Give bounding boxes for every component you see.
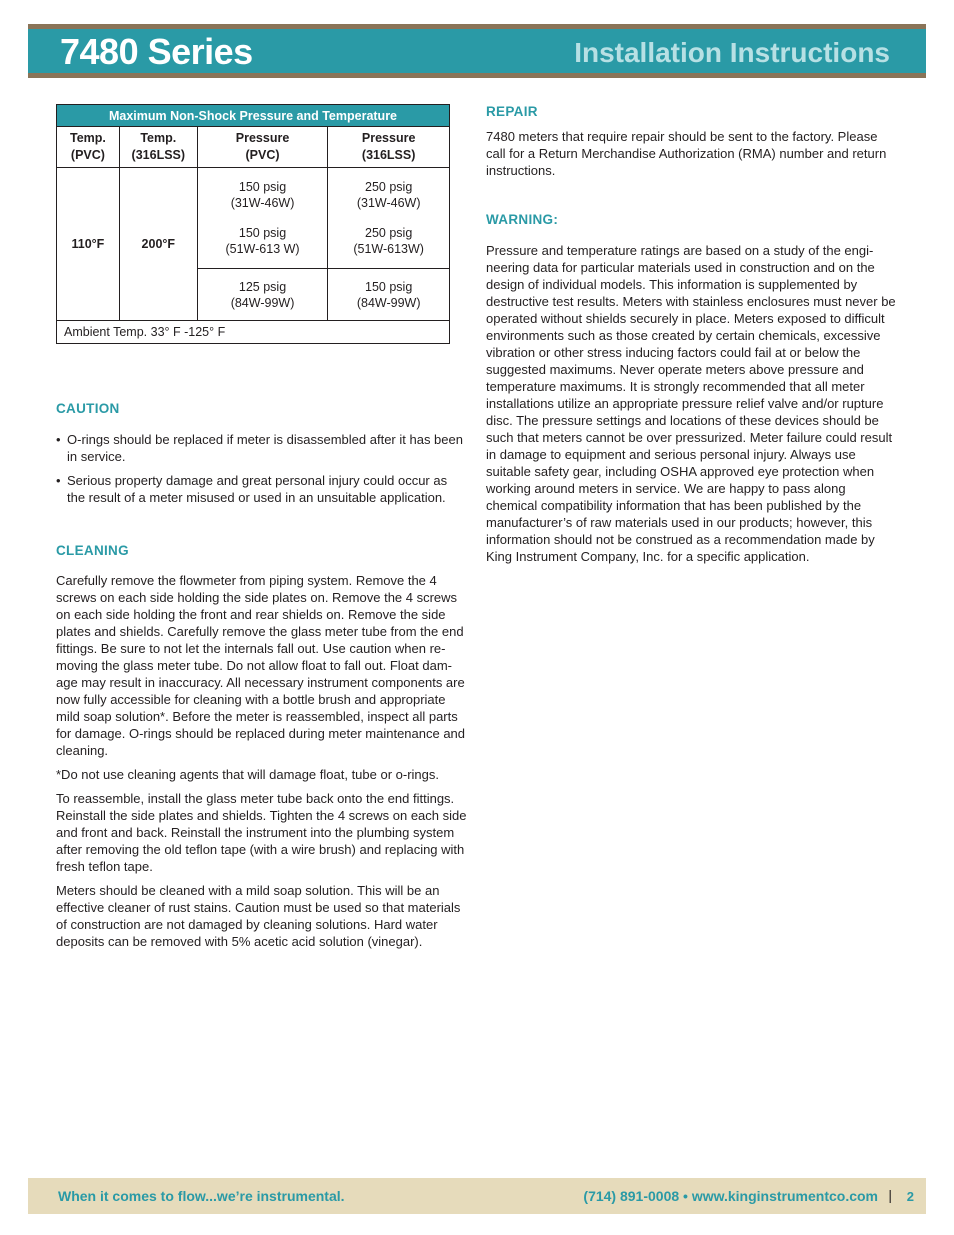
list-item: • Serious property damage and great personal injury could occur as the result of a meter misused or used in an unsuitable application. bbox=[56, 472, 468, 506]
column-header-pressure-316lss: Pressure (316LSS) bbox=[328, 127, 450, 168]
warning-heading: WARNING: bbox=[486, 212, 559, 227]
series-title: 7480 Series bbox=[60, 31, 253, 72]
caution-list bbox=[56, 431, 468, 506]
cleaning-heading: CLEANING bbox=[56, 543, 129, 558]
footer-contact-link[interactable]: (714) 891-0008 • www.kinginstrumentco.com bbox=[583, 1188, 878, 1204]
soap-cleaning-paragraph: Meters should be cleaned with a mild soap solution. This will be an effective cleaner of rust stains. Caution must be used so that materials of construction are not damaged by cleaning solutions. Hard water deposits can be removed with 5% acetic acid solution (vinegar). bbox=[56, 883, 461, 949]
column-header-temp-pvc: Temp. (PVC) bbox=[57, 127, 120, 168]
right-column bbox=[486, 104, 898, 565]
document-title: Installation Instructions bbox=[574, 37, 890, 68]
table-cell-pressure-pvc: 125 psig (84W-99W) bbox=[197, 269, 328, 321]
table-caption: Maximum Non-Shock Pressure and Temperature bbox=[57, 105, 450, 127]
warning-paragraph: Pressure and temperature ratings are based on a study of the engi-neering data for particular materials used in construction and on the design of individual models. This information is supplemented by destructive test results. Meters with stainless enclosures must never be operated without shields securely in place. Meters exposed to difficult environments such as those created by certain chemicals, excessive vibration or other stress inducing factors could fail at or below the suggested maximums. Never operate meters above pressure and temperature maximums. It is strongly recommended that all meter installations utilize an appropriate pressure relief valve and/or rupture disc. The pressure settings and locations of these devices should be such that meters cannot be over pressurized. Meter failure could result in damage to equipment and serious personal injury. Always use suitable safety gear, including OSHA approved eye protection when working around meters in service. We are happy to pass along chemical compatibility information that has been published by the manufacturer’s of raw materials used in our products; however, this information should not be construed as a recommendation made by King Instrument Company, Inc. for a specific application. bbox=[486, 243, 896, 564]
page-header bbox=[28, 29, 926, 73]
footer-tagline: When it comes to flow...we’re instrumental. bbox=[58, 1188, 345, 1204]
footer-separator: | bbox=[888, 1187, 892, 1203]
repair-paragraph: 7480 meters that require repair should be sent to the factory. Please call for a Return Merchandise Authorization (RMA) number and return instructions. bbox=[486, 129, 887, 178]
list-item: • O-rings should be replaced if meter is disassembled after it has been in service. bbox=[56, 431, 468, 465]
column-header-temp-316lss: Temp. (316LSS) bbox=[119, 127, 197, 168]
page-number: 2 bbox=[906, 1189, 914, 1204]
repair-heading: REPAIR bbox=[486, 104, 538, 119]
caution-heading: CAUTION bbox=[56, 401, 120, 416]
reassembly-paragraph: To reassemble, install the glass meter tube back onto the end fittings. Reinstall the side plates and shields. Tighten the 4 screws on each side and front and back. Reinstall the instrument into the plumbing system after removing the old teflon tape (with a wire brush) and replacing with fresh teflon tape. bbox=[56, 791, 467, 874]
column-header-pressure-pvc: Pressure (PVC) bbox=[197, 127, 328, 168]
table-cell-pressure-316lss: 150 psig (84W-99W) bbox=[328, 269, 450, 321]
header-bottom-rule bbox=[28, 73, 926, 78]
pressure-temperature-table bbox=[56, 104, 450, 344]
left-column bbox=[56, 104, 468, 950]
temp-pvc-value: 110°F bbox=[57, 168, 120, 321]
temp-316lss-value: 200°F bbox=[119, 168, 197, 321]
cleaning-paragraph: Carefully remove the flowmeter from piping system. Remove the 4 screws on each side holding the side plates on. Remove the 4 screws on each side holding the front and rear shields on. Remove the side plates and shields. Carefully remove the glass meter tube from the end fittings. Be sure to not let the internals fall out. Use caution when re-moving the glass meter tube. Do not allow float to fall out. Float dam-age may result in inaccuracy. All necessary instrument components are now fully accessible for cleaning with a bottle brush and appropriate mild soap solution*. Before the meter is reassembled, inspect all parts for damage. O-rings should be replaced during meter maintenance and cleaning. bbox=[56, 573, 466, 758]
page-footer bbox=[28, 1178, 926, 1214]
table-cell-pressure-316lss: 250 psig (31W-46W) 250 psig (51W-613W) bbox=[328, 168, 450, 269]
cleaning-note: *Do not use cleaning agents that will damage float, tube or o-rings. bbox=[56, 767, 440, 782]
table-cell-pressure-pvc: 150 psig (31W-46W) 150 psig (51W-613 W) bbox=[197, 168, 328, 269]
ambient-temperature: Ambient Temp. 33° F -125° F bbox=[57, 321, 450, 344]
